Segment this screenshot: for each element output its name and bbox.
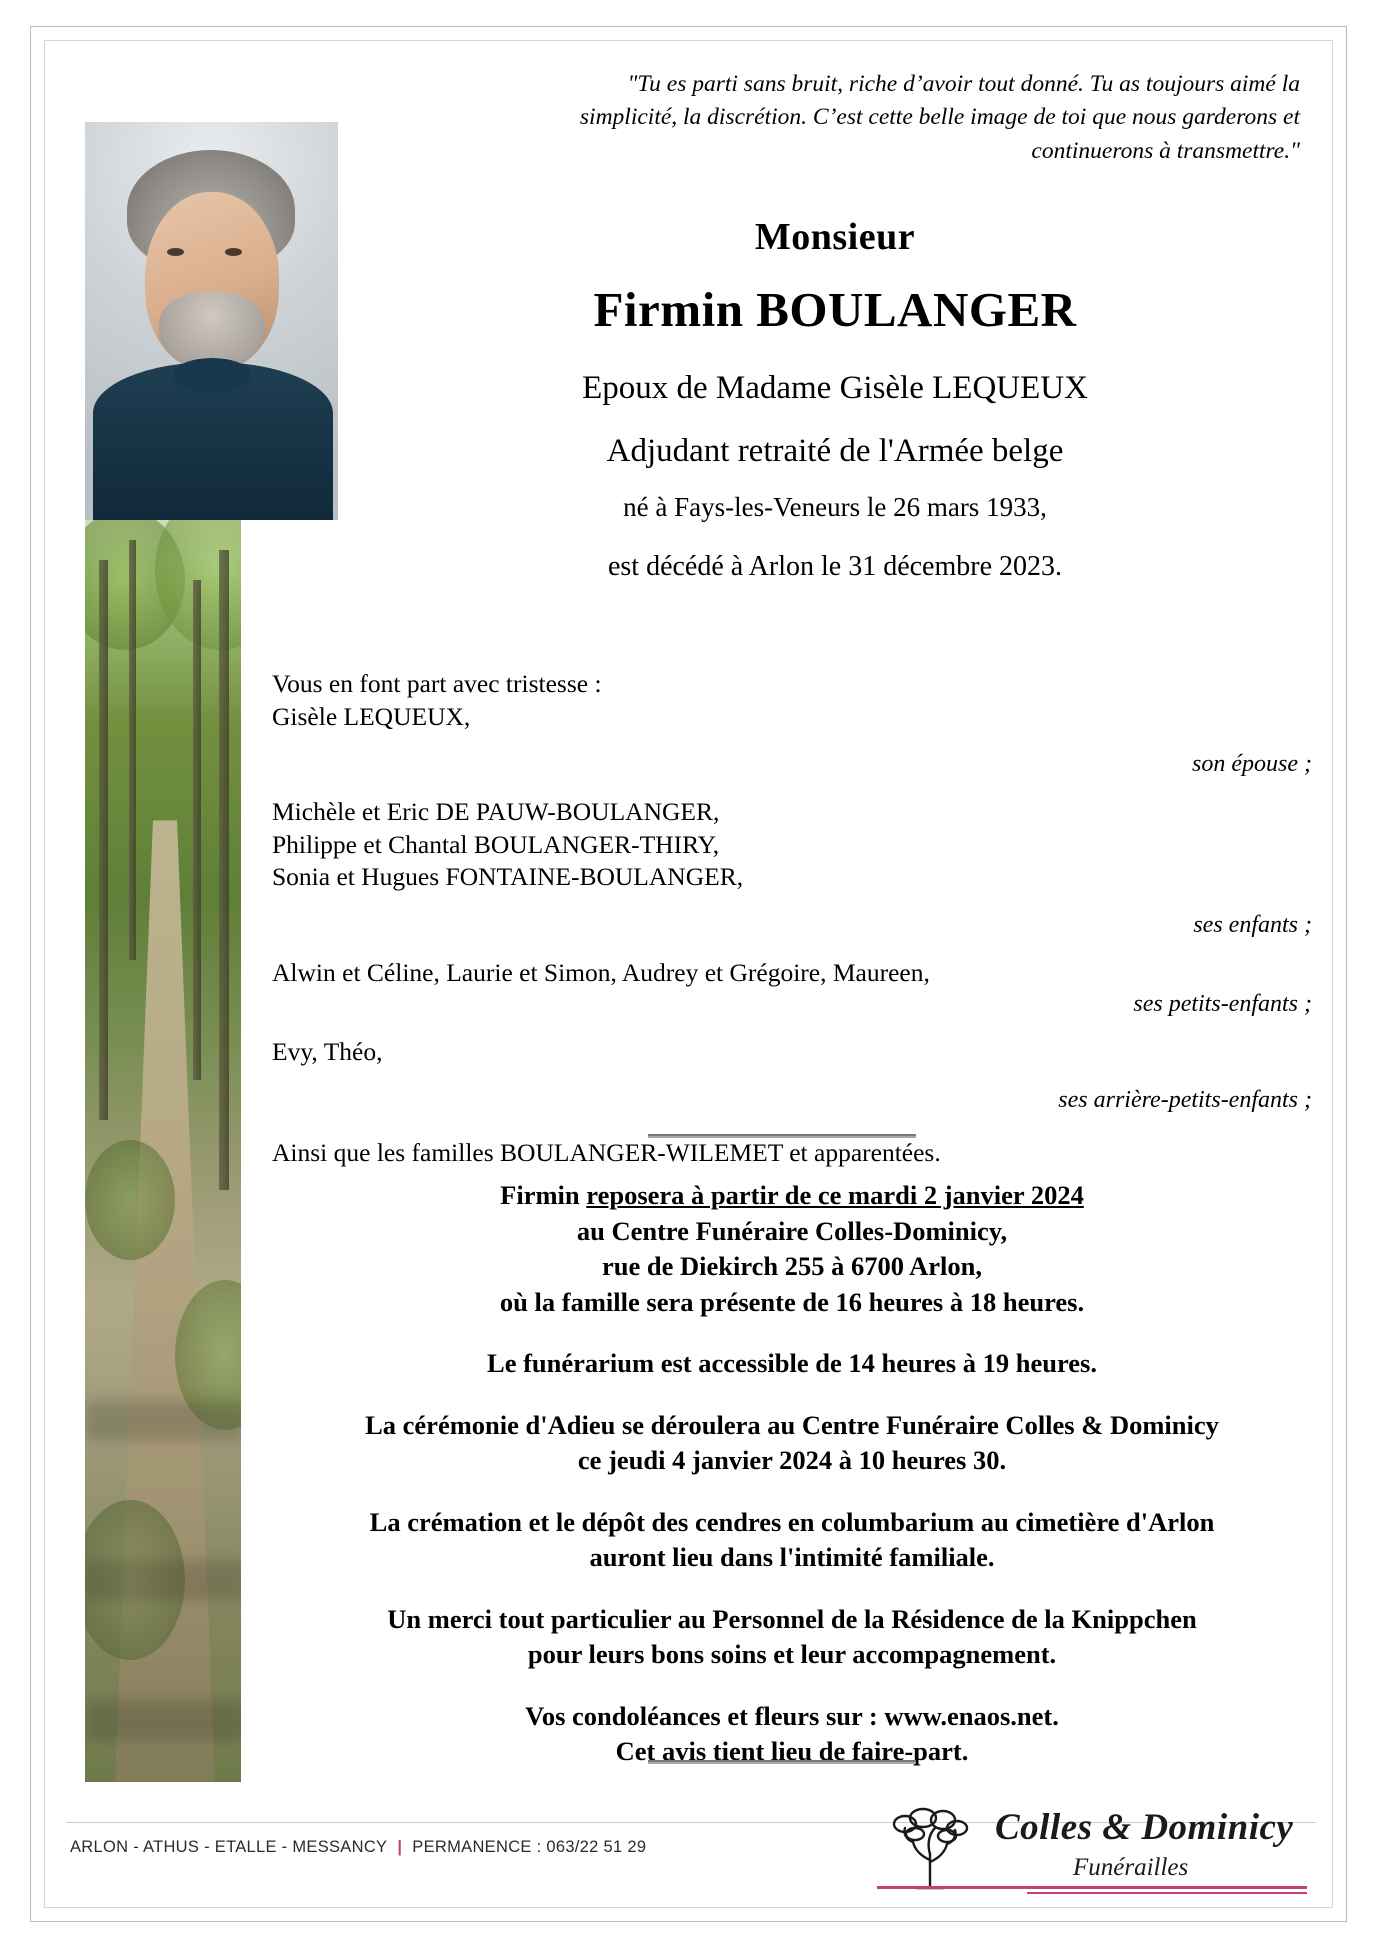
- rank-line: Adjudant retraité de l'Armée belge: [606, 433, 1064, 469]
- spacer: [272, 1069, 1312, 1085]
- foliage: [85, 1140, 175, 1260]
- condolences-paragraph: [272, 1699, 1312, 1770]
- footer-separator: |: [397, 1838, 403, 1856]
- widow-name: Gisèle LEQUEUX,: [272, 701, 471, 731]
- logo-accent-rule-2: [1027, 1892, 1307, 1894]
- child-row: Sonia et Hugues FONTAINE-BOULANGER,: [272, 862, 744, 892]
- tree-trunk: [193, 580, 201, 1080]
- divider-bottom: [648, 1760, 916, 1764]
- spacer: [272, 780, 1312, 796]
- cremation-paragraph: [272, 1505, 1312, 1576]
- tree-trunk: [99, 560, 108, 1120]
- footer-cities: ARLON - ATHUS - ETALLE - MESSANCY: [70, 1838, 388, 1856]
- thanks-paragraph: [272, 1602, 1312, 1673]
- portrait-collar: [173, 358, 251, 392]
- relation-spouse: son épouse ;: [1192, 751, 1312, 778]
- tree-icon: [877, 1804, 983, 1892]
- honorific: Monsieur: [754, 216, 916, 258]
- portrait-eye-left: [167, 248, 184, 256]
- logo-brand-name: Colles & Dominicy: [995, 1807, 1294, 1848]
- family-intro: Vous en font part avec tristesse :: [272, 669, 602, 698]
- path-shadow: [85, 1560, 241, 1600]
- path-shadow: [85, 1700, 241, 1740]
- condolences-line-2: Cet avis tient lieu de faire-part.: [615, 1736, 969, 1766]
- other-families-row: Ainsi que les familles BOULANGER-WILEMET et apparentées.: [272, 1138, 941, 1168]
- relation-grandchildren: ses petits-enfants ;: [1133, 991, 1312, 1018]
- greatgrandchildren-row: Evy, Théo,: [272, 1036, 383, 1066]
- spouse-line: Epoux de Madame Gisèle LEQUEUX: [582, 370, 1088, 406]
- adieu-line-1: La cérémonie d'Adieu se déroulera au Centre Funéraire Colles & Dominicy: [365, 1409, 1219, 1440]
- memorial-quote: "Tu es parti sans bruit, riche d’avoir tout donné. Tu as toujours aimé la simplicité, la discrétion. C’est cette belle image de toi que nous garderons et continuerons à transmettre.": [579, 71, 1300, 164]
- thanks-line-1: Un merci tout particulier au Personnel de la Résidence de la Knippchen: [387, 1603, 1197, 1634]
- spacer: [272, 1020, 1312, 1036]
- ceremony-details: [272, 1178, 1312, 1770]
- cremation-line-2: auront lieu dans l'intimité familiale.: [589, 1542, 995, 1572]
- repose-prefix: Firmin: [500, 1180, 587, 1210]
- adieu-paragraph: [272, 1408, 1312, 1479]
- footer-permanence: PERMANENCE : 063/22 51 29: [412, 1838, 647, 1856]
- spacer: [272, 894, 1312, 910]
- condolences-line-1: Vos condoléances et fleurs sur : www.enaos.net.: [525, 1700, 1059, 1731]
- divider-top: [648, 1134, 916, 1138]
- deceased-name: Firmin BOULANGER: [593, 282, 1077, 337]
- repose-paragraph: [272, 1178, 1312, 1320]
- child-row: Michèle et Eric DE PAUW-BOULANGER,: [272, 796, 720, 826]
- repose-place: au Centre Funéraire Colles-Dominicy,: [576, 1215, 1008, 1246]
- cremation-line-1: La crémation et le dépôt des cendres en columbarium au cimetière d'Arlon: [369, 1506, 1215, 1537]
- child-row: Philippe et Chantal BOULANGER-THIRY,: [272, 829, 720, 859]
- funerarium-paragraph: Le funérarium est accessible de 14 heures à 19 heures.: [487, 1348, 1097, 1378]
- spacer: [272, 733, 1312, 749]
- portrait-photo: [85, 122, 338, 520]
- deceased-header: [370, 215, 1300, 583]
- relation-children: ses enfants ;: [1193, 911, 1312, 938]
- thanks-line-2: pour leurs bons soins et leur accompagnement.: [527, 1639, 1057, 1669]
- tree-trunk: [219, 550, 229, 1190]
- repose-date: reposera à partir de ce mardi 2 janvier 2024: [586, 1180, 1084, 1210]
- logo-brand-sub: Funérailles: [1073, 1854, 1189, 1881]
- company-logo: [877, 1800, 1307, 1896]
- forest-path-photo: [85, 520, 241, 1782]
- tree-trunk: [129, 540, 136, 960]
- adieu-line-2: ce jeudi 4 janvier 2024 à 10 heures 30.: [577, 1445, 1007, 1475]
- death-line: est décédé à Arlon le 31 décembre 2023.: [607, 551, 1063, 582]
- logo-accent-rule: [877, 1886, 1307, 1889]
- family-announcement: [272, 668, 1312, 1170]
- grandchildren-row: Alwin et Céline, Laurie et Simon, Audrey et Grégoire, Maureen,: [272, 957, 930, 987]
- repose-address: rue de Diekirch 255 à 6700 Arlon,: [601, 1251, 983, 1281]
- portrait-eye-right: [225, 248, 242, 256]
- relation-greatgrandchildren: ses arrière-petits-enfants ;: [1058, 1086, 1312, 1113]
- spacer: [272, 941, 1312, 957]
- repose-hours: où la famille sera présente de 16 heures à 18 heures.: [499, 1286, 1085, 1317]
- birth-line: né à Fays-les-Veneurs le 26 mars 1933,: [623, 492, 1047, 522]
- footer-contact: [70, 1838, 646, 1857]
- path-shadow: [85, 1400, 241, 1440]
